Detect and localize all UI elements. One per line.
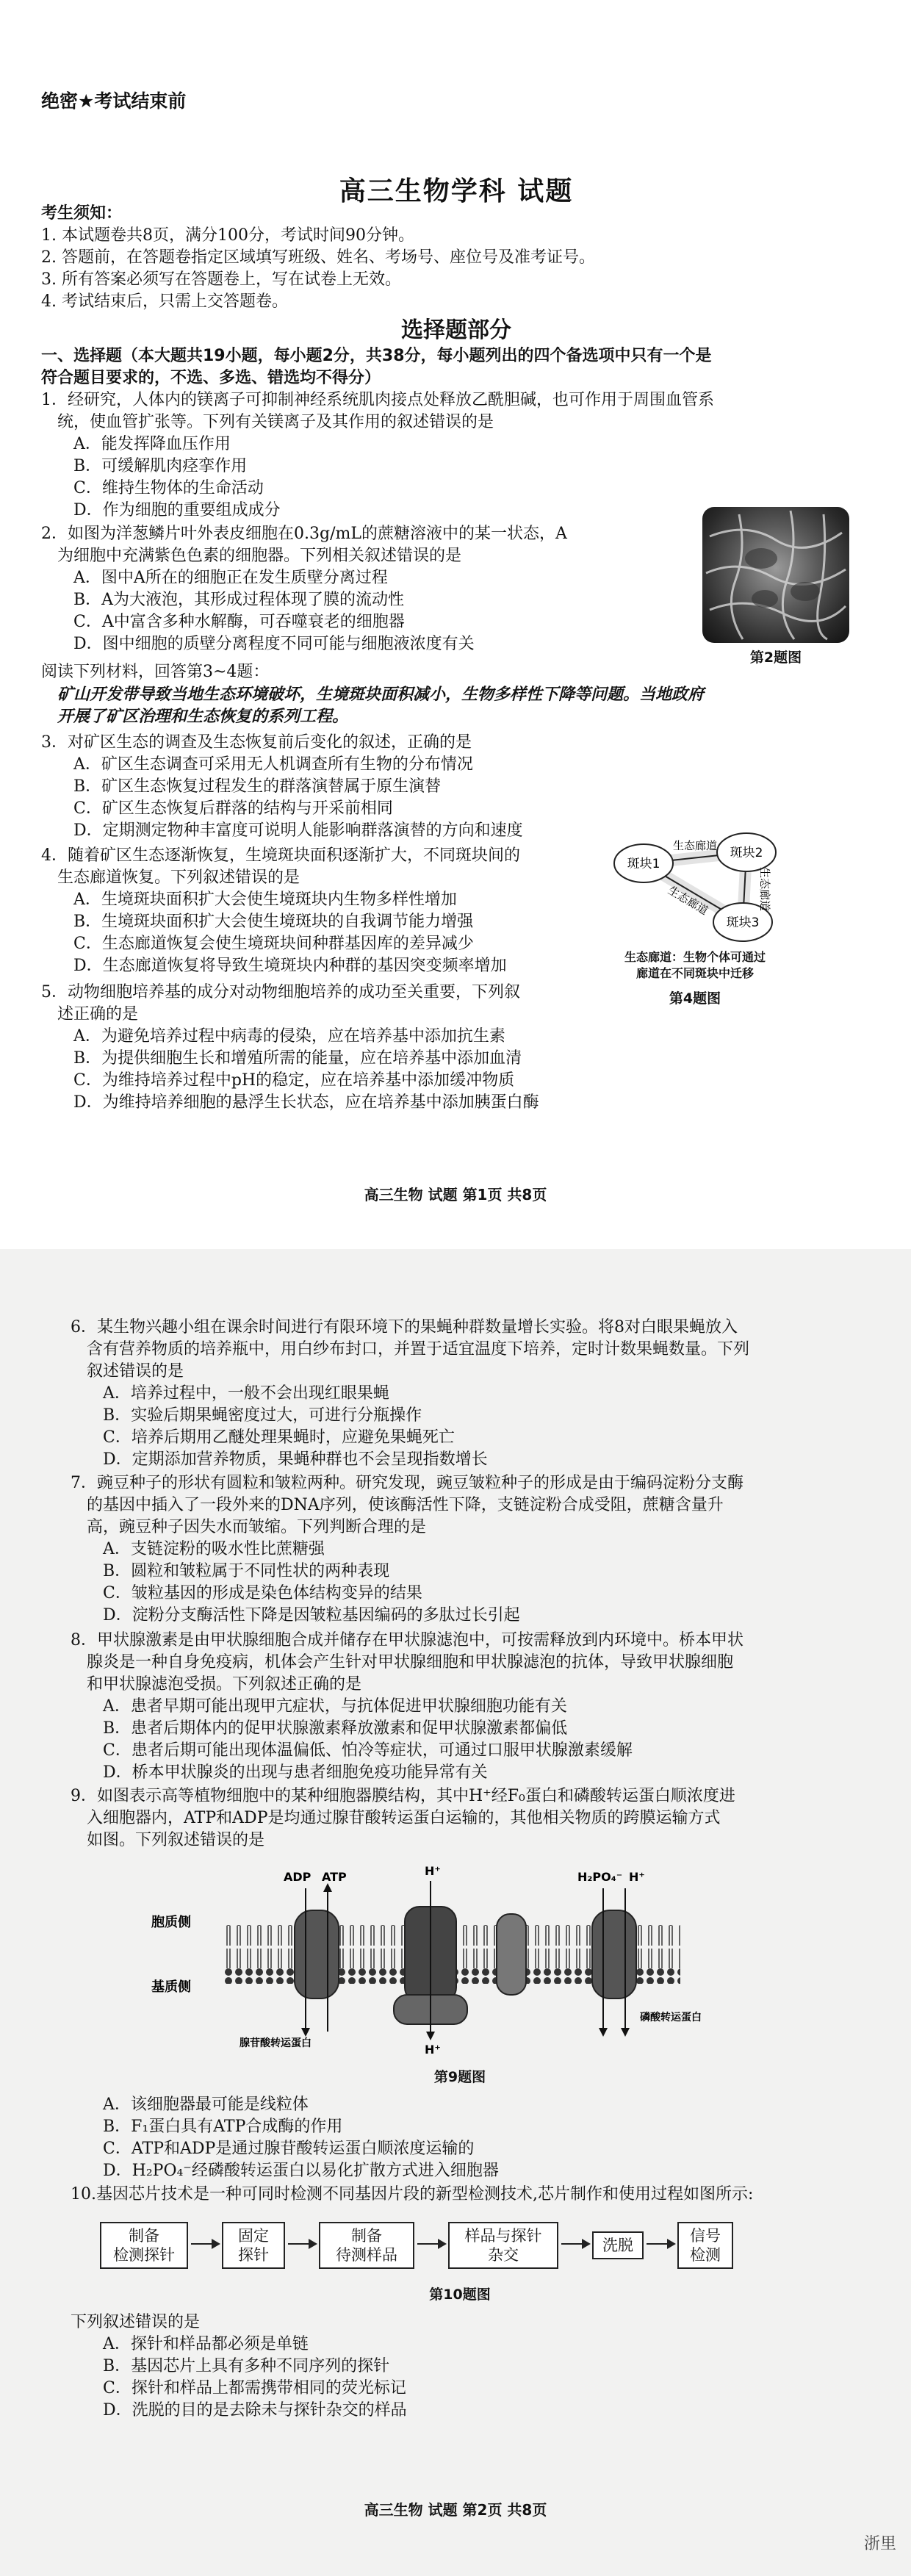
question-stem: 和甲状腺滤泡受损。下列叙述正确的是 [87,1675,362,1694]
option-d: D．图中细胞的质壁分离程度不同可能与细胞液浓度有关 [73,635,475,653]
section-title: 选择题部分 [401,317,511,343]
flow-step-text: 洗脱 [602,2237,633,2254]
option-b: B．可缓解肌肉痉挛作用 [73,457,248,475]
exam-page-2 [0,1249,911,2576]
flow-arrow [191,2243,219,2245]
gene-chip-flowchart [100,2219,820,2278]
option-c: C．维持生物体的生命活动 [73,479,264,497]
question-stem: 入细胞器内，ATP和ADP是均通过腺苷酸转运蛋白运输的，其他相关物质的跨膜运输方式 [87,1809,721,1827]
notice-item: 3. 所有答案必须写在答题卷上，写在试卷上无效。 [41,270,401,289]
option-b: B．生境斑块面积扩大会使生境斑块的自我调节能力增强 [73,913,474,931]
question-stem: 的基因中插入了一段外来的DNA序列，使该酶活性下降，支链淀粉合成受阻，蔗糖含量升 [87,1496,724,1514]
reading-text: 矿山开发带导致当地生态环境破坏，生境斑块面积减小，生物多样性下降等问题。当地政府 [57,685,705,704]
question-8 [71,1630,849,1784]
option-b: B．圆粒和皱粒属于不同性状的两种表现 [103,1562,390,1580]
flow-step [319,2222,414,2269]
onion-cell-micrograph [702,507,849,643]
flow-step [448,2222,558,2269]
option-b: B．矿区生态恢复过程发生的群落演替属于原生演替 [73,777,442,796]
h-plus-label: H⁺ [629,1870,645,1884]
secret-label: 绝密★考试结束前 [41,90,187,112]
question-stem: 述正确的是 [57,1005,139,1023]
h-plus-label: H⁺ [425,2043,441,2057]
option-a: A．生境斑块面积扩大会使生境斑块内生物多样性增加 [73,891,457,909]
option-a: A．能发挥降血压作用 [73,435,231,453]
flow-step [592,2231,644,2259]
option-d: D．为维持培养细胞的悬浮生长状态，应在培养基中添加胰蛋白酶 [73,1093,539,1112]
option-c: C．ATP和ADP是通过腺苷酸转运蛋白顺浓度运输的 [103,2140,475,2158]
question-1 [41,389,871,522]
h-plus-label: H⁺ [425,1864,441,1878]
question-5 [41,982,871,1114]
notice-item: 4. 考试结束后，只需上交答题卷。 [41,292,288,311]
question-stem: 9．如图表示高等植物细胞中的某种细胞器膜结构，其中H⁺经F₀蛋白和磷酸转运蛋白顺浓度进 [71,1787,735,1805]
option-c: C．培养后期用乙醚处理果蝇时，应避免果蝇死亡 [103,1428,455,1447]
section-header [41,316,871,389]
option-a: A．探针和样品都必须是单链 [103,2335,309,2353]
option-a: A．培养过程中，一般不会出现红眼果蝇 [103,1384,389,1403]
diagram-note: 生态廊道：生物个体可通过 [624,950,766,964]
option-b: B．为提供细胞生长和增殖所需的能量，应在培养基中添加血清 [73,1049,522,1068]
cytosol-side-label: 胞质侧 [151,1915,191,1930]
page-1-footer: 高三生物 试题 第1页 共8页 [364,1186,547,1204]
notice-block [41,203,871,313]
option-b: B．实验后期果蝇密度过大，可进行分瓶操作 [103,1406,422,1425]
matrix-side-label: 基质侧 [151,1979,191,1995]
question-stem: 5．动物细胞培养基的成分对动物细胞培养的成功至关重要，下列叙 [41,983,520,1001]
option-a: A．患者早期可能出现甲亢症状，与抗体促进甲状腺细胞功能有关 [103,1697,567,1716]
notice-item: 1. 本试题卷共8页，满分100分，考试时间90分钟。 [41,226,414,245]
exam-page-1 [0,0,911,1249]
figure-4-caption: 第4题图 [669,990,721,1007]
option-d: D．H₂PO₄⁻经磷酸转运蛋白以易化扩散方式进入细胞器 [103,2162,499,2180]
flow-step-text: 固定 探针 [238,2227,269,2264]
flow-arrow [647,2243,674,2245]
flow-arrow [417,2243,445,2245]
question-stem: 高，豌豆种子因失水而皱缩。下列判断合理的是 [87,1518,427,1536]
option-a: A．该细胞器最可能是线粒体 [103,2095,309,2114]
option-d: D．生态廊道恢复将导致生境斑块内种群的基因突变频率增加 [73,957,507,975]
question-stem: 3．对矿区生态的调查及生态恢复前后变化的叙述，正确的是 [41,733,472,752]
question-stem: 2．如图为洋葱鳞片叶外表皮细胞在0.3g/mL的蔗糖溶液中的某一状态，A [41,525,567,543]
figure-4-note [599,949,791,982]
question-stem: 8．甲状腺激素是由甲状腺细胞合成并储存在甲状腺滤泡中，可按需释放到内环境中。桥本甲状 [71,1631,744,1649]
reading-text: 开展了矿区治理和生态恢复的系列工程。 [57,707,349,726]
option-a: A．为避免培养过程中病毒的侵染，应在培养基中添加抗生素 [73,1027,505,1046]
question-10-options [71,2311,849,2422]
notice-heading: 考生须知： [41,204,123,223]
h2po4-label: H₂PO₄⁻ [577,1870,623,1884]
option-c: C．皱粒基因的形成是染色体结构变异的结果 [103,1584,422,1602]
figure-2-caption: 第2题图 [749,650,802,666]
option-d: D．桥本甲状腺炎的出现与患者细胞免疫功能异常有关 [103,1763,488,1782]
question-sub-stem: 下列叙述错误的是 [71,2313,201,2331]
question-9-options [71,2094,849,2182]
flow-step [222,2222,285,2269]
adp-label: ADP [284,1870,312,1884]
option-a: A．支链淀粉的吸水性比蔗糖强 [103,1540,325,1558]
question-10 [71,2184,849,2206]
page-2-footer: 高三生物 试题 第2页 共8页 [364,2501,547,2519]
option-c: C．探针和样品上都需携带相同的荧光标记 [103,2379,406,2397]
option-c: C．A中富含多种水解酶，可吞噬衰老的细胞器 [73,613,405,631]
option-c: C．为维持培养过程中pH的稳定，应在培养基中添加缓冲物质 [73,1071,515,1090]
option-b: B．患者后期体内的促甲状腺激素释放激素和促甲状腺激素都偏低 [103,1719,568,1738]
phosphate-translocator-label: 磷酸转运蛋白 [640,2012,702,2023]
section-intro: 一、选择题（本大题共19小题，每小题2分，共38分，每小题列出的四个备选项中只有一个是 [41,347,712,365]
option-b: B．F₁蛋白具有ATP合成酶的作用 [103,2118,343,2136]
flow-step-text: 制备 检测探针 [113,2227,175,2264]
reading-intro: 阅读下列材料，回答第3~4题： [41,663,270,681]
option-c: C．患者后期可能出现体温偏低、怕冷等症状，可通过口服甲状腺激素缓解 [103,1741,633,1760]
notice-item: 2. 答题前，在答题卷指定区域填写班级、姓名、考场号、座位号及准考证号。 [41,248,595,267]
question-stem: 统，使血管扩张等。下列有关镁离子及其作用的叙述错误的是 [57,413,494,431]
figure-10-caption: 第10题图 [429,2287,491,2303]
atp-label: ATP [322,1870,347,1884]
question-stem: 生态廊道恢复。下列叙述错误的是 [57,868,300,887]
question-stem: 为细胞中充满紫色色素的细胞器。下列相关叙述错误的是 [57,547,462,565]
question-stem: 7．豌豆种子的形状有圆粒和皱粒两种。研究发现，豌豆皱粒种子的形成是由于编码淀粉分支酶 [71,1474,744,1492]
patch-2-label: 斑块2 [730,846,763,860]
option-d: D．定期测定物种丰富度可说明人能影响群落演替的方向和速度 [73,821,523,840]
patch-1-label: 斑块1 [627,857,660,871]
option-a: A．图中A所在的细胞正在发生质壁分离过程 [73,569,388,587]
question-7 [71,1472,849,1627]
question-6 [71,1317,849,1471]
corridor-label: 生态廊道 [666,883,710,918]
question-stem: 1．经研究，人体内的镁离子可抑制神经系统肌肉接点处释放乙酰胆碱，也可作用于周围血管系 [41,391,715,409]
adenylate-translocator-label: 腺苷酸转运蛋白 [240,2037,312,2049]
option-c: C．生态廊道恢复会使生境斑块间种群基因库的差异减少 [73,935,474,953]
diagram-note: 廊道在不同斑块中迁移 [635,966,754,980]
flow-step-text: 样品与探针 杂交 [464,2227,542,2264]
flow-arrow [561,2243,589,2245]
habitat-patch-diagram [599,823,791,948]
question-stem: 4．随着矿区生态逐渐恢复，生境斑块面积逐渐扩大，不同斑块间的 [41,846,520,865]
section-intro: 符合题目要求的，不选、多选、错选均不得分） [41,369,381,387]
flow-step-text: 制备 待测样品 [336,2227,397,2264]
option-a: A．矿区生态调查可采用无人机调查所有生物的分布情况 [73,755,473,774]
question-stem: 6．某生物兴趣小组在课余时间进行有限环境下的果蝇种群数量增长实验。将8对白眼果蝇放入 [71,1318,738,1336]
option-d: D．定期添加营养物质，果蝇种群也不会呈现指数增长 [103,1450,488,1469]
option-d: D．淀粉分支酶活性下降是因皱粒基因编码的多肽过长引起 [103,1606,520,1625]
question-stem: 如图。下列叙述错误的是 [87,1831,265,1849]
option-b: B．基因芯片上具有多种不同序列的探针 [103,2357,390,2375]
figure-9-caption: 第9题图 [433,2069,486,2085]
flow-step [100,2222,188,2269]
patch-3-label: 斑块3 [726,915,760,930]
exam-title: 高三生物学科 试题 [339,176,574,206]
question-stem: 叙述错误的是 [87,1362,184,1381]
reading-material [41,661,871,727]
flow-step [677,2222,733,2269]
flow-step-text: 信号 检测 [690,2227,721,2264]
option-d: D．洗脱的目的是去除未与探针杂交的样品 [103,2401,407,2420]
option-d: D．作为细胞的重要组成成分 [73,501,281,519]
corridor-label: 生态廊道 [758,866,771,912]
option-b: B．A为大液泡，其形成过程体现了膜的流动性 [73,591,405,609]
question-stem: 10.基因芯片技术是一种可同时检测不同基因片段的新型检测技术,芯片制作和使用过程如图所示: [71,2185,754,2203]
question-stem: 腺炎是一种自身免疫病，机体会产生针对甲状腺细胞和甲状腺滤泡的抗体，导致甲状腺细胞 [87,1653,734,1672]
corner-watermark: 浙里 [863,2535,896,2553]
question-9 [71,1785,849,1852]
option-c: C．矿区生态恢复后群落的结构与开采前相同 [73,799,393,818]
corridor-label: 生态廊道 [672,839,718,852]
flow-arrow [288,2243,316,2245]
question-stem: 含有营养物质的培养瓶中，用白纱布封口，并置于适宜温度下培养，定时计数果蝇数量。下列 [87,1340,750,1359]
membrane-transport-diagram [151,1859,710,2057]
